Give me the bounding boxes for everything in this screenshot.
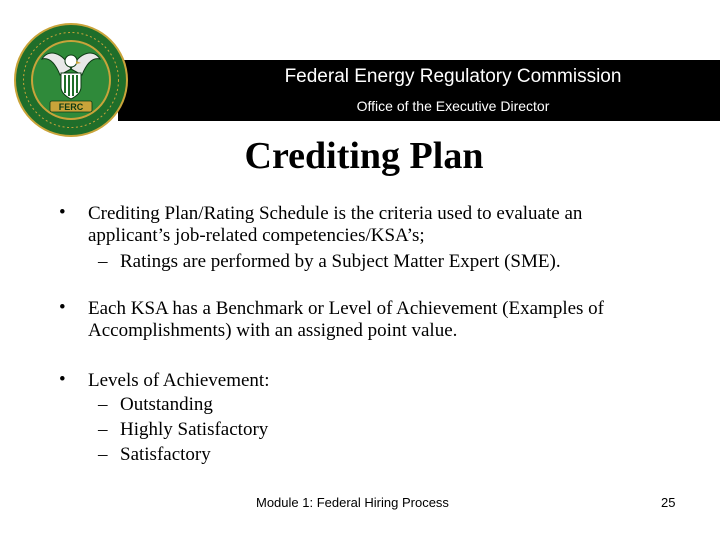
bullet-3-line-1: Levels of Achievement: bbox=[88, 370, 270, 391]
doe-ferc-seal-icon bbox=[12, 21, 130, 139]
page-number: 25 bbox=[661, 495, 676, 510]
seal-center-text: FERC bbox=[58, 102, 84, 112]
sub-bullet-3-3: Satisfactory bbox=[120, 444, 211, 465]
bullet-1-line-1: Crediting Plan/Rating Schedule is the criteria used to evaluate an bbox=[88, 203, 583, 224]
office-name: Office of the Executive Director bbox=[356, 98, 550, 114]
bullet-marker: • bbox=[59, 297, 66, 318]
sub-bullet-dash: – bbox=[98, 419, 108, 440]
bullet-2-line-2: Accomplishments) with an assigned point value. bbox=[88, 320, 458, 341]
bullet-1-line-2: applicant’s job-related competencies/KSA’s; bbox=[88, 225, 425, 246]
footer-module: Module 1: Federal Hiring Process bbox=[256, 495, 449, 510]
sub-bullet-3-2: Highly Satisfactory bbox=[120, 419, 269, 440]
sub-bullet-1-1: Ratings are performed by a Subject Matter Expert (SME). bbox=[120, 251, 561, 272]
header-banner bbox=[118, 60, 720, 121]
sub-bullet-dash: – bbox=[98, 251, 108, 272]
bullet-marker: • bbox=[59, 202, 66, 223]
bullet-2-line-1: Each KSA has a Benchmark or Level of Achievement (Examples of bbox=[88, 298, 604, 319]
slide-title: Crediting Plan bbox=[244, 135, 484, 177]
agency-name: Federal Energy Regulatory Commission bbox=[284, 66, 622, 87]
sub-bullet-dash: – bbox=[98, 444, 108, 465]
sub-bullet-dash: – bbox=[98, 394, 108, 415]
sub-bullet-3-1: Outstanding bbox=[120, 394, 213, 415]
bullet-marker: • bbox=[59, 369, 66, 390]
